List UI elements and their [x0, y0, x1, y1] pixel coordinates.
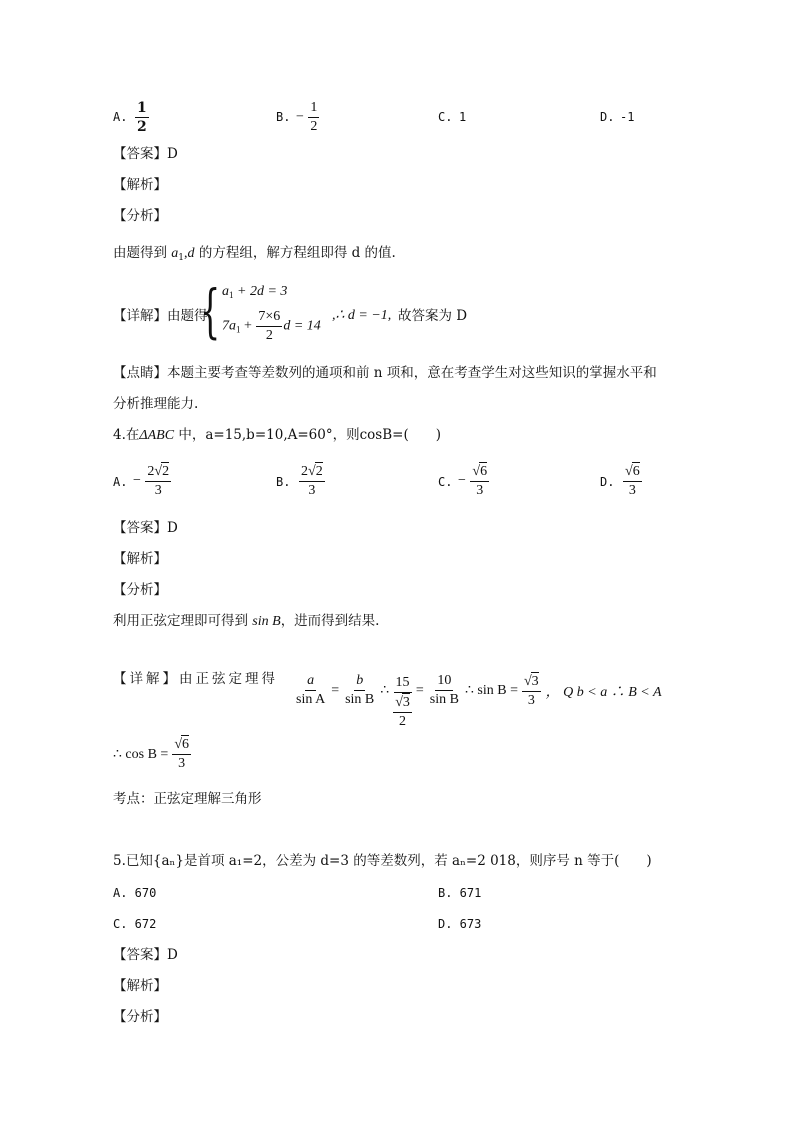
q4-fenxi-text: 利用正弦定理即可得到 sin B，进而得到结果. — [113, 613, 380, 629]
q4-option-b-value: $\frac{2√2}{3}$ — [301, 464, 323, 498]
system-brace: { — [200, 277, 221, 345]
q3-option-b-label: B. — [276, 110, 291, 124]
q3-fenxi-heading: 【分析】 — [113, 208, 167, 224]
q3-equation-system: $a_1 + 2d = 3$ $7a_1$ + $\frac{7\times 6}{2}$ d = 14 — [222, 284, 321, 343]
q3-dianjing-line1: 【点睛】本题主要考查等差数列的通项和前 n 项和，意在考查学生对这些知识的掌握水平和 — [113, 365, 657, 381]
q4-option-d-value: $\frac{√6}{3}$ — [625, 464, 640, 498]
q5-option-b: B. 671 — [438, 886, 482, 900]
q3-fenxi-text: 由题得到 $a_1,d$ 的方程组，解方程组即得 d 的值. — [113, 245, 396, 263]
q4-option-c-value: − $\frac{√6}{3}$ — [458, 464, 488, 498]
q4-option-a-label: A. — [113, 475, 128, 489]
q5-analysis-heading: 【解析】 — [113, 978, 167, 994]
q3-dianjing-line2: 分析推理能力. — [113, 396, 199, 412]
q4-option-d-label: D. — [600, 475, 615, 489]
q3-option-a-value: $\frac{1}{2}$ — [137, 100, 147, 135]
q4-answer: 【答案】D — [113, 520, 178, 536]
q4-sine-rule-chain: $\frac{a}{\text{sin A}}$ = $\frac{b}{\text{sin B}}$ ∴ $\frac{15}{\frac{√3}{2}}$ = $\frac{10}{\text{sin B}}$ ∴ sin B = $\frac{√3}{3}$ ， Q b < a ∴ B < A — [296, 673, 662, 729]
q3-detail-result: ,∴ d = −1, — [332, 308, 392, 323]
q3-option-d-value: -1 — [620, 110, 635, 124]
q4-option-a-value: − $\frac{2√2}{3}$ — [133, 464, 170, 498]
q4-fenxi-heading: 【分析】 — [113, 582, 167, 598]
q5-option-a: A. 670 — [113, 886, 157, 900]
q3-option-a-label: A. — [113, 110, 128, 124]
q3-option-d-label: D. — [600, 110, 615, 124]
q4-kaodian: 考点：正弦定理解三角形 — [113, 791, 262, 807]
q4-option-b-label: B. — [276, 475, 291, 489]
q4-stem: 4.在ΔABC 中，a=15,b=10,A=60°，则cosB=( ) — [113, 427, 441, 443]
q3-answer: 【答案】D — [113, 146, 178, 162]
q5-fenxi-heading: 【分析】 — [113, 1009, 167, 1025]
q3-option-b-value: − $\frac{1}{2}$ — [296, 100, 318, 134]
q3-detail-tail: 故答案为 D — [398, 308, 468, 324]
q3-option-c-value: 1 — [459, 110, 467, 124]
q3-option-c-label: C. — [438, 110, 453, 124]
q3-analysis-heading: 【解析】 — [113, 177, 167, 193]
q5-option-d: D. 673 — [438, 917, 482, 931]
q5-stem: 5.已知{aₙ}是首项 a₁=2，公差为 d=3 的等差数列，若 aₙ=2 018，则序号 n 等于( ) — [113, 853, 652, 869]
q5-answer: 【答案】D — [113, 947, 178, 963]
q5-option-c: C. 672 — [113, 917, 157, 931]
q4-analysis-heading: 【解析】 — [113, 551, 167, 567]
q4-detail-label: 【详解】由正弦定理得 — [113, 671, 278, 687]
q4-cos-result: ∴ cos B = $\frac{√6}{3}$ — [113, 737, 189, 771]
q4-option-c-label: C. — [438, 475, 453, 489]
q3-detail-label: 【详解】由题得 — [113, 308, 208, 324]
